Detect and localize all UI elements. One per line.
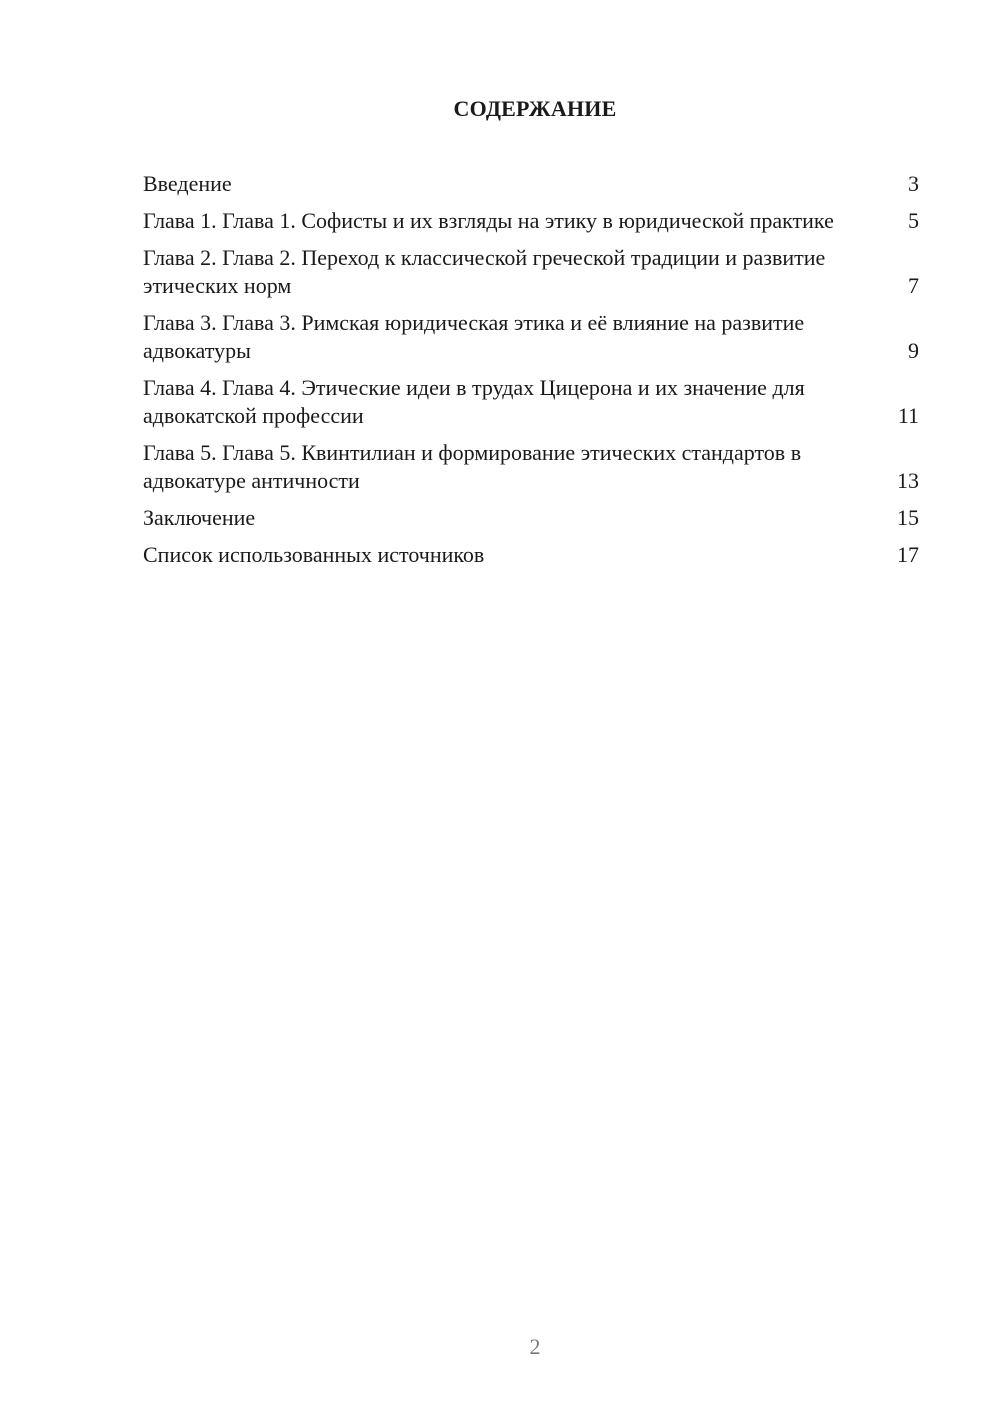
toc-entry-text: Глава 4. Глава 4. Этические идеи в трудах Цицерона и их значение для адвокатской профессии	[143, 375, 805, 428]
toc-entry-chapter-1[interactable]	[143, 207, 919, 235]
toc-entry-chapter-5[interactable]	[143, 439, 919, 495]
toc-entry-text: Глава 2. Глава 2. Переход к классической греческой традиции и развитие этических норм	[143, 245, 826, 298]
toc-entry-text: Глава 1. Глава 1. Софисты и их взгляды на этику в юридической практике	[143, 208, 834, 233]
toc-entry-chapter-2[interactable]	[143, 244, 919, 300]
toc-entry-page: 11	[897, 403, 919, 428]
toc-entry-chapter-3[interactable]	[143, 309, 919, 365]
toc-entry-text: Введение	[143, 171, 232, 196]
toc-entry-text: Заключение	[143, 505, 256, 530]
table-of-contents	[143, 170, 919, 578]
toc-entry-page: 15	[897, 505, 919, 530]
toc-entry-conclusion[interactable]	[143, 504, 919, 532]
toc-entry-introduction[interactable]	[143, 170, 919, 198]
toc-entry-text: Список использованных источников	[143, 542, 485, 567]
toc-entry-page: 3	[908, 171, 919, 196]
toc-entry-page: 13	[897, 468, 919, 493]
toc-entry-references[interactable]	[143, 541, 919, 569]
page-number: 2	[529, 1334, 541, 1359]
toc-entry-text: Глава 3. Глава 3. Римская юридическая этика и её влияние на развитие адвокатуры	[143, 310, 805, 363]
toc-entry-chapter-4[interactable]	[143, 374, 919, 430]
toc-entry-page: 9	[908, 338, 919, 363]
toc-entry-text: Глава 5. Глава 5. Квинтилиан и формирование этических стандартов в адвокатуре античности	[143, 440, 802, 493]
toc-entry-page: 7	[908, 273, 919, 298]
toc-entry-page: 17	[897, 542, 919, 567]
toc-title: СОДЕРЖАНИЕ	[453, 96, 617, 121]
toc-entry-page: 5	[908, 208, 919, 233]
